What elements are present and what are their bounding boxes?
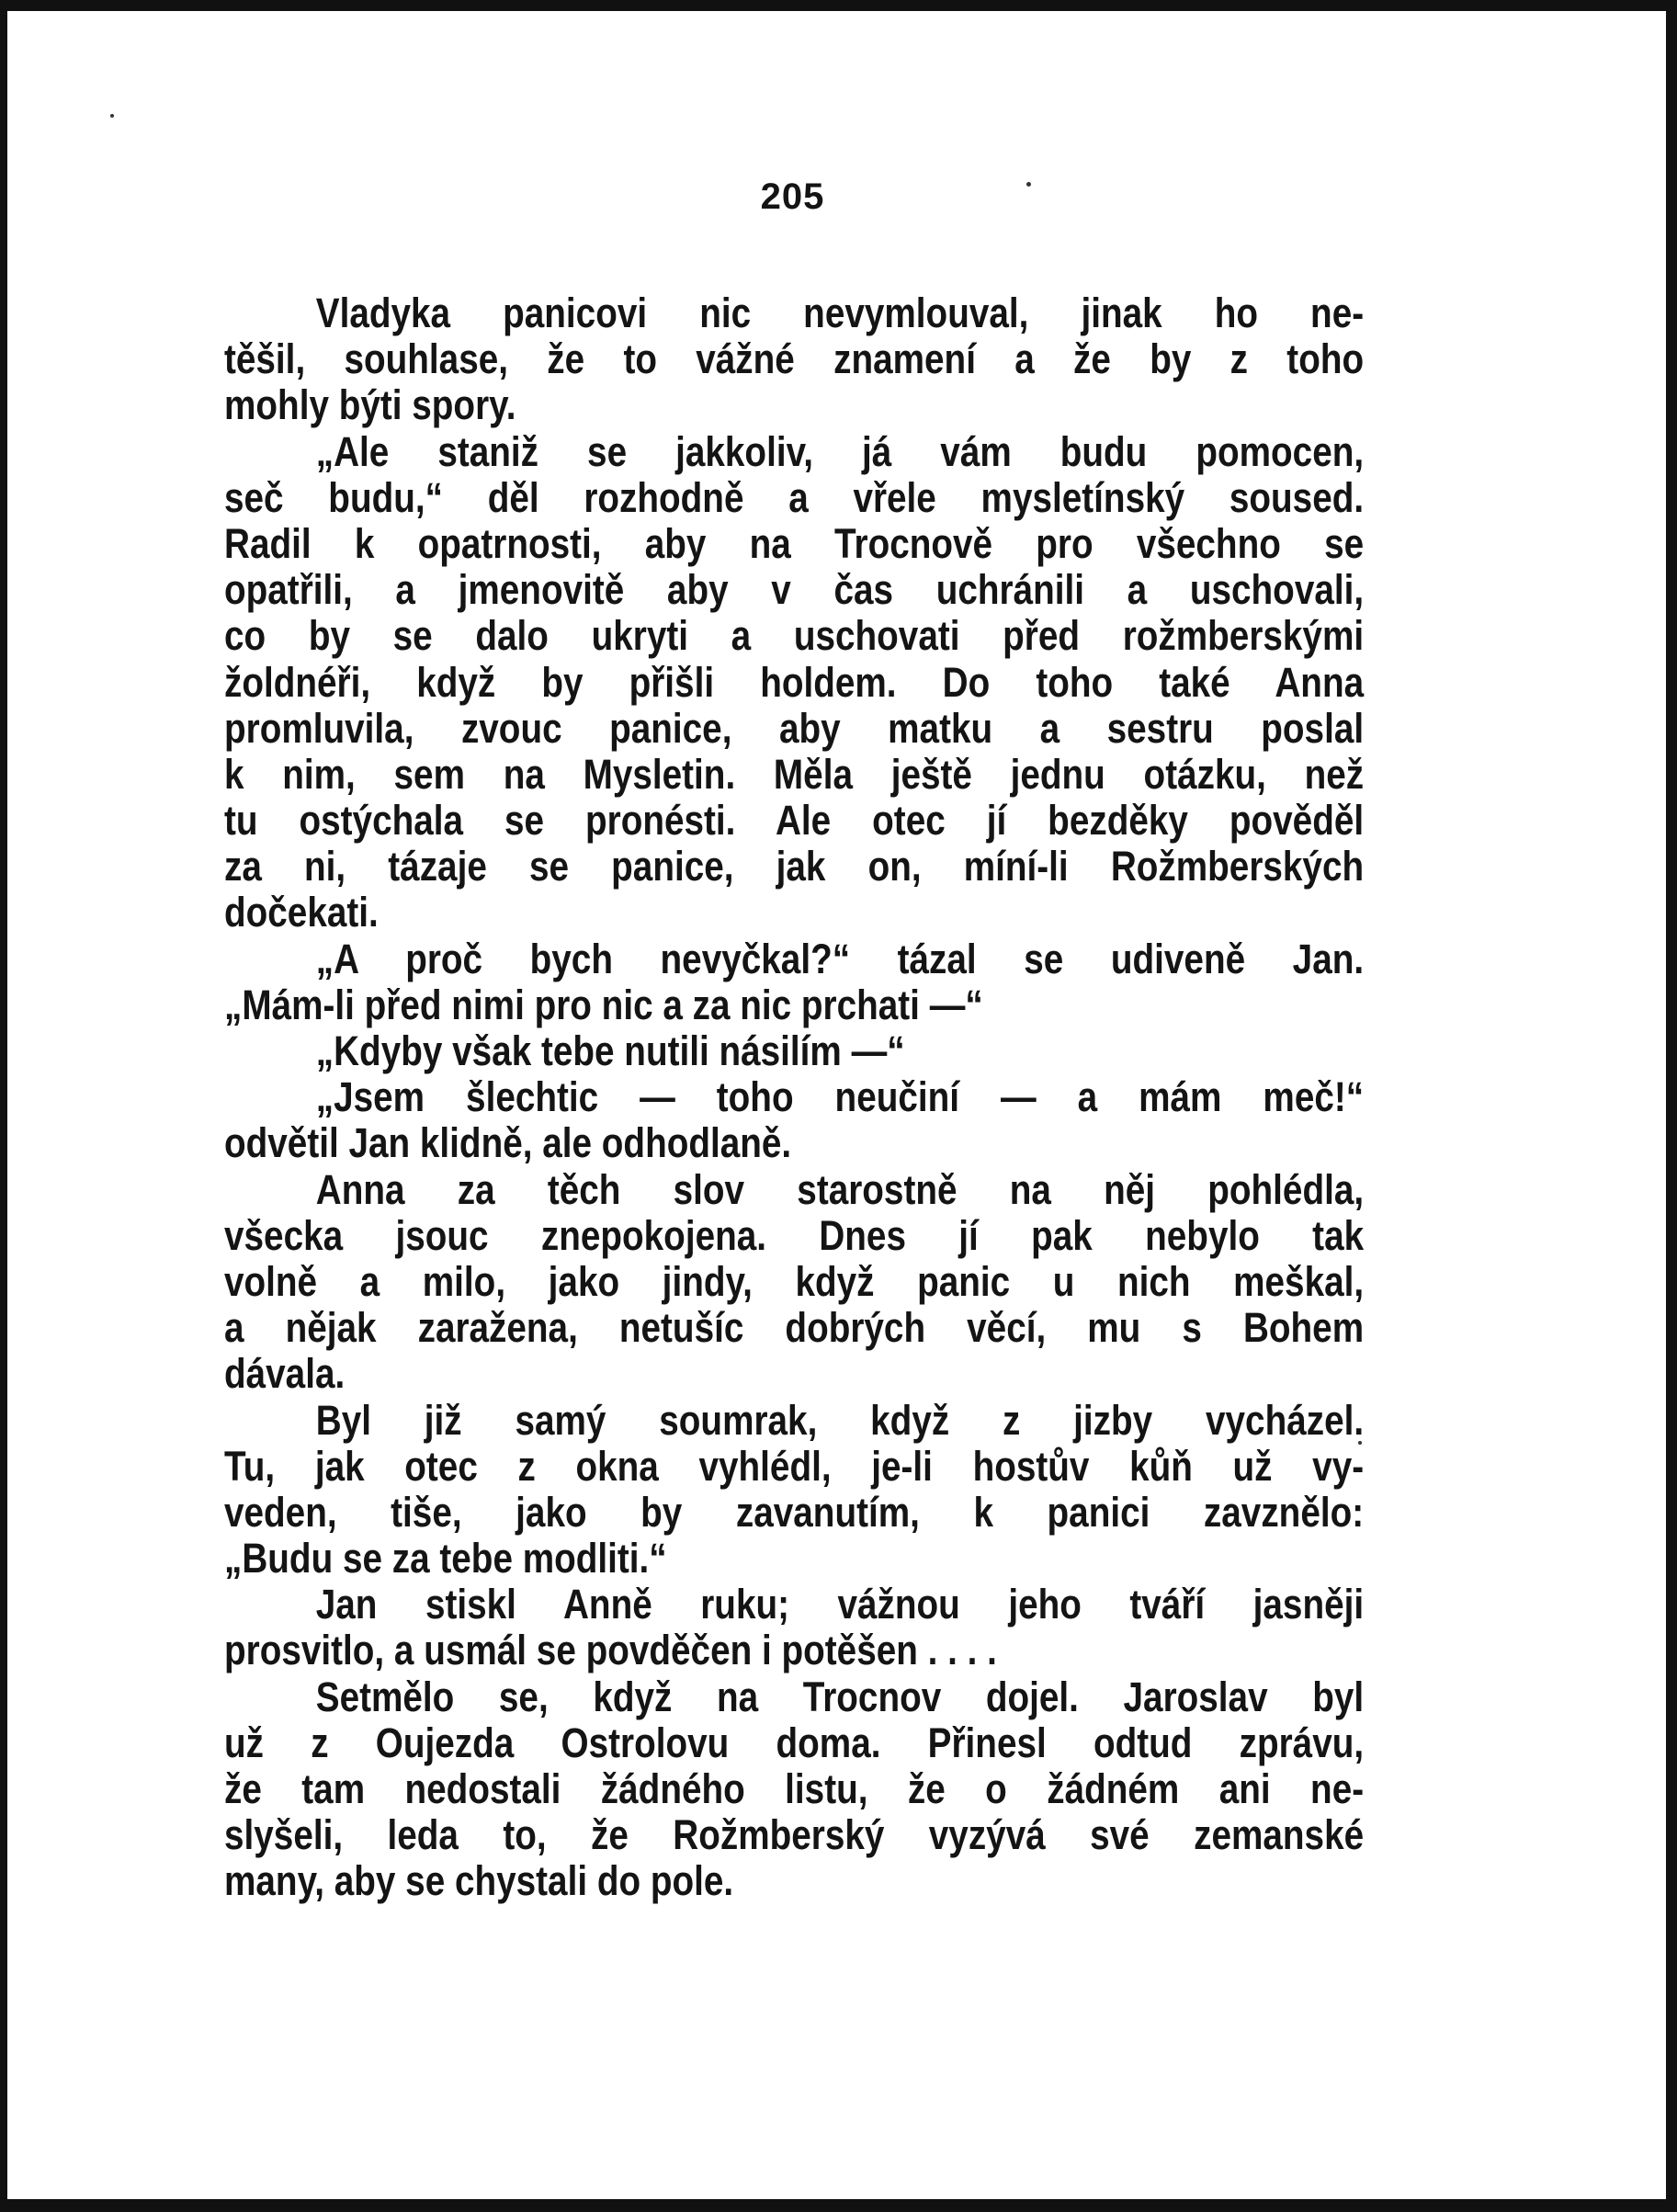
body-text [224,290,1364,1905]
text-line: žoldnéři, když by přišli holdem. Do toho také Anna [224,658,1365,706]
text-line: už z Oujezda Ostrolovu doma. Přinesl odtud zprávu, [224,1719,1365,1766]
page-number: 205 [760,176,825,217]
text-line: těšil, souhlase, že to vážné znamení a že by z toho [224,335,1365,383]
text-line: many, aby se chystali do pole. [224,1857,734,1905]
text-line: dávala. [224,1350,346,1398]
text-line: všecka jsouc znepokojena. Dnes jí pak nebylo tak [224,1211,1365,1259]
text-line: „Jsem šlechtic — toho neučiní — a mám meč!“ [315,1073,1365,1121]
text-line: že tam nedostali žádného listu, že o žádném ani ne- [224,1765,1365,1812]
text-line: volně a milo, jako jindy, když panic u nich meškal, [224,1257,1365,1305]
text-line: prosvitlo, a usmál se povděčen i potěšen . . . . [224,1627,997,1674]
text-line: k nim, sem na Mysletin. Měla ještě jednu otázku, než [224,750,1365,798]
text-line: „Budu se za tebe modliti.“ [224,1535,667,1582]
text-line: odvětil Jan klidně, ale odhodlaně. [224,1119,792,1167]
text-line: opatřili, a jmenovitě aby v čas uchránili a uschovali, [224,566,1365,614]
dust-speck [110,114,114,118]
text-line: Setmělo se, když na Trocnov dojel. Jaroslav byl [315,1673,1365,1720]
text-line: Tu, jak otec z okna vyhlédl, je-li hostův kůň už vy- [224,1442,1365,1490]
text-line: dočekati. [224,889,379,936]
text-line: seč budu,“ děl rozhodně a vřele mysletínský soused. [224,473,1365,521]
text-line: a nějak zaražena, netušíc dobrých věcí, mu s Bohem [224,1304,1365,1352]
text-line: promluvila, zvouc panice, aby matku a sestru poslal [224,704,1365,752]
text-line: za ni, tázaje se panice, jak on, míní-li Rožmberských [224,843,1365,890]
text-line: Radil k opatrnosti, aby na Trocnově pro všechno se [224,519,1365,567]
text-line: „Kdyby však tebe nutili násilím —“ [315,1027,905,1074]
text-line: Byl již samý soumrak, když z jizby vycházel. [315,1396,1365,1444]
text-line: „Mám-li před nimi pro nic a za nic prchati —“ [224,981,983,1028]
text-line: Vladyka panicovi nic nevymlouval, jinak ho ne- [315,289,1365,336]
text-line: „A proč bych nevyčkal?“ tázal se udiveně Jan. [315,935,1365,982]
text-line: slyšeli, leda to, že Rožmberský vyzývá své zemanské [224,1811,1365,1859]
text-line: tu ostýchala se pronésti. Ale otec jí bezděky pověděl [224,797,1365,845]
text-line: mohly býti spory. [224,381,516,429]
text-line: Anna za těch slov starostně na něj pohlédla, [315,1165,1365,1213]
text-line: veden, tiše, jako by zavanutím, k panici zavznělo: [224,1488,1365,1536]
text-line: Jan stiskl Anně ruku; vážnou jeho tváří jasněji [315,1581,1365,1628]
text-line: „Ale staniž se jakkoliv, já vám budu pomocen, [315,427,1365,475]
text-line: co by se dalo ukryti a uschovati před rožmberskými [224,612,1365,660]
